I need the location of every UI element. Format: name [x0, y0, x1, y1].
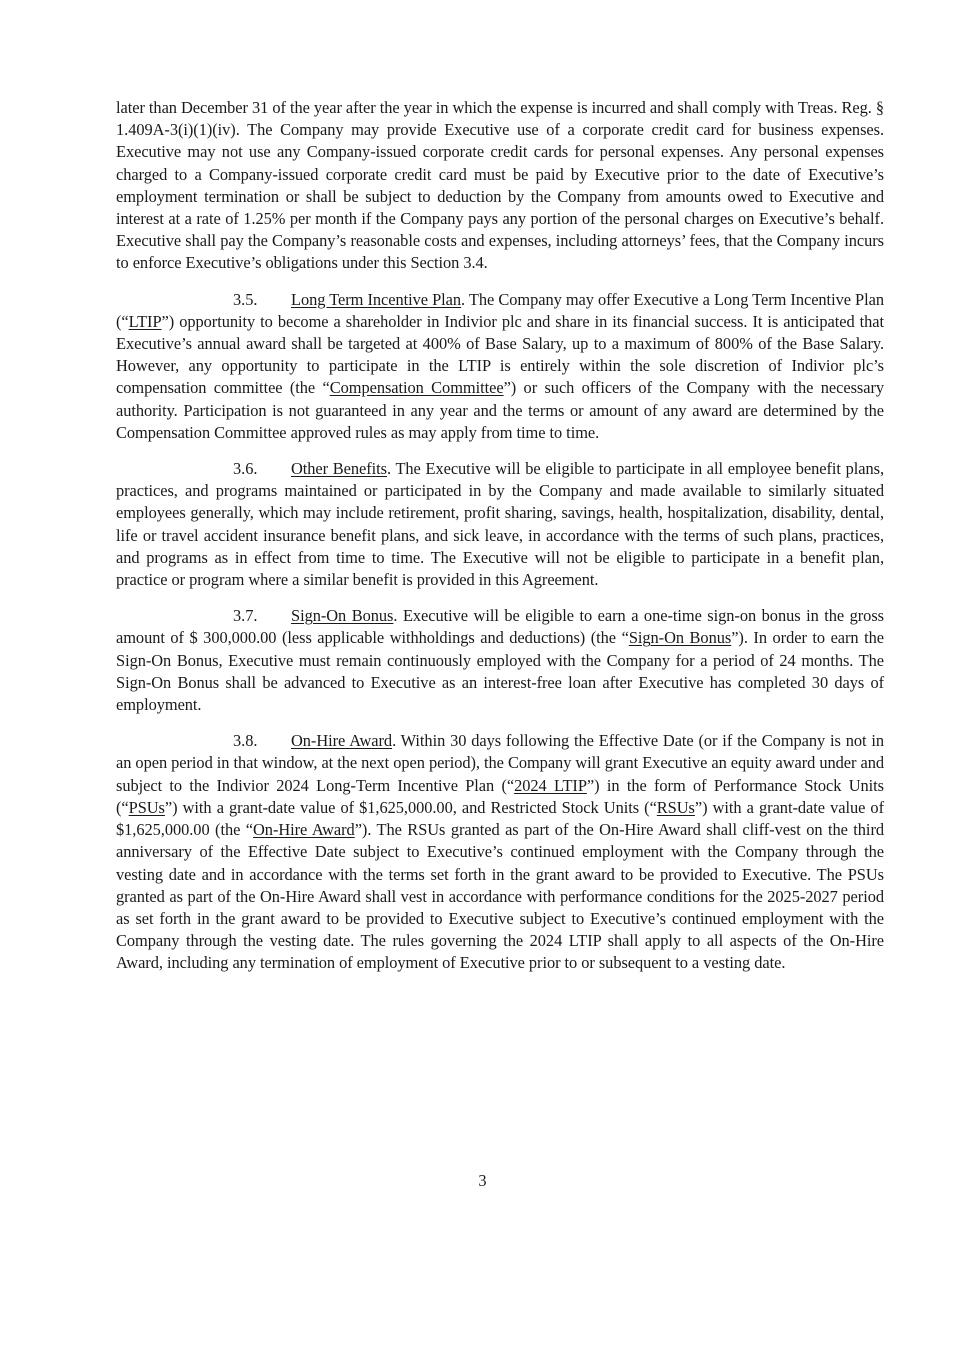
- section-text: ”) with a grant-date value of $1,625,000.00, and Restricted Stock Units (“: [164, 797, 657, 817]
- section-heading: On-Hire Award: [291, 731, 393, 751]
- defined-term: Compensation Committee: [329, 378, 504, 398]
- section-number: 3.6.: [233, 459, 258, 479]
- section-text: ”) in the form of Performance Stock Units (“: [116, 775, 884, 817]
- defined-term: RSUs: [656, 797, 695, 817]
- section-number: 3.7.: [233, 606, 258, 626]
- section-number: 3.5.: [233, 289, 258, 309]
- section-3-7: [116, 605, 884, 716]
- section-text: . Executive will be eligible to earn a one-time sign-on bonus in the gross amount of $ 300,000.00 (less applicable withholdings and deductions) (the “: [116, 606, 884, 648]
- section-number: 3.8.: [233, 731, 258, 751]
- section-text: ”) or such officers of the Company with the necessary authority. Participation is not guaranteed in any year and the terms or amount of any award are determined by the Compensation Committee approved rules as may apply from time to time.: [116, 378, 885, 442]
- document-page: [116, 97, 884, 989]
- section-text: ”) opportunity to become a shareholder in Indivior plc and share in its financial success. It is anticipated that Executive’s annual award shall be targeted at 400% of Base Salary, up to a maximum of 800% of the Base Salary. However, any opportunity to participate in the LTIP is entirely within the sole discretion of Indivior plc’s compensation committee (the “: [116, 311, 884, 398]
- section-3-5: [116, 289, 884, 444]
- section-text: . The Company may offer Executive a Long Term Incentive Plan (“: [116, 289, 884, 331]
- defined-term: 2024 LTIP: [514, 775, 587, 795]
- defined-term: LTIP: [128, 311, 162, 331]
- section-heading: Long Term Incentive Plan: [291, 289, 462, 309]
- continuation-text: later than December 31 of the year after the year in which the expense is incurred and shall comply with Treas. Reg. § 1.409A-3(i)(1)(iv). The Company may provide Executive use of a corporate credit card for business expenses. Executive may not use any Company-issued corporate credit cards for personal expenses. Any personal expenses charged to a Company-issued corporate credit card must be paid by Executive prior to the date of Executive’s employment termination or shall be subject to deduction by the Company from amounts owed to Executive and interest at a rate of 1.25% per month if the Company pays any portion of the personal charges on Executive’s behalf. Executive shall pay the Company’s reasonable costs and expenses, including attorneys’ fees, that the Company incurs to enforce Executive’s obligations under this Section 3.4.: [116, 98, 884, 273]
- section-text: ”) with a grant-date value of $1,625,000.00 (the “: [116, 797, 884, 840]
- paragraph-3-4-continuation: [116, 97, 884, 275]
- section-heading: Other Benefits: [291, 459, 387, 479]
- page-number: 3: [478, 1171, 487, 1190]
- section-3-6: [116, 458, 884, 591]
- section-text: ”). In order to earn the Sign-On Bonus, Executive must remain continuously employed with the Company for a period of 24 months. The Sign-On Bonus shall be advanced to Executive as an interest-free loan after Executive has completed 30 days of employment.: [116, 628, 884, 715]
- section-text: . Within 30 days following the Effective Date (or if the Company is not in an open period in that window, at the next open period), the Company will grant Executive an equity award under and subject to the Indivior 2024 Long-Term Incentive Plan (“: [116, 731, 884, 795]
- section-3-8: [116, 730, 884, 974]
- defined-term: On-Hire Award: [253, 820, 355, 840]
- defined-term: Sign-On Bonus: [628, 628, 732, 648]
- section-text: . The Executive will be eligible to participate in all employee benefit plans, practices, and programs maintained or participated in by the Company and made available to similarly situated employees generally, which may include retirement, profit sharing, savings, health, hospitalization, disability, dental, life or travel accident insurance benefit plans, and sick leave, in accordance with the terms of such plans, practices, and programs as in effect from time to time. The Executive will not be eligible to participate in a benefit plan, practice or program where a similar benefit is provided in this Agreement.: [116, 459, 884, 590]
- section-heading: Sign-On Bonus: [291, 606, 394, 626]
- section-text: ”). The RSUs granted as part of the On-Hire Award shall cliff-vest on the third anniversary of the Effective Date subject to Executive’s continued employment with the Company through the vesting date and in accordance with the terms set forth in the grant award to be provided to Executive. The PSUs granted as part of the On-Hire Award shall vest in accordance with performance conditions for the 2025-2027 period as set forth in the grant award to be provided to Executive subject to Executive’s continued employment with the Company through the vesting date. The rules governing the 2024 LTIP shall apply to all aspects of the On-Hire Award, including any termination of employment of Executive prior to or subsequent to a vesting date.: [116, 820, 884, 973]
- defined-term: PSUs: [128, 797, 165, 817]
